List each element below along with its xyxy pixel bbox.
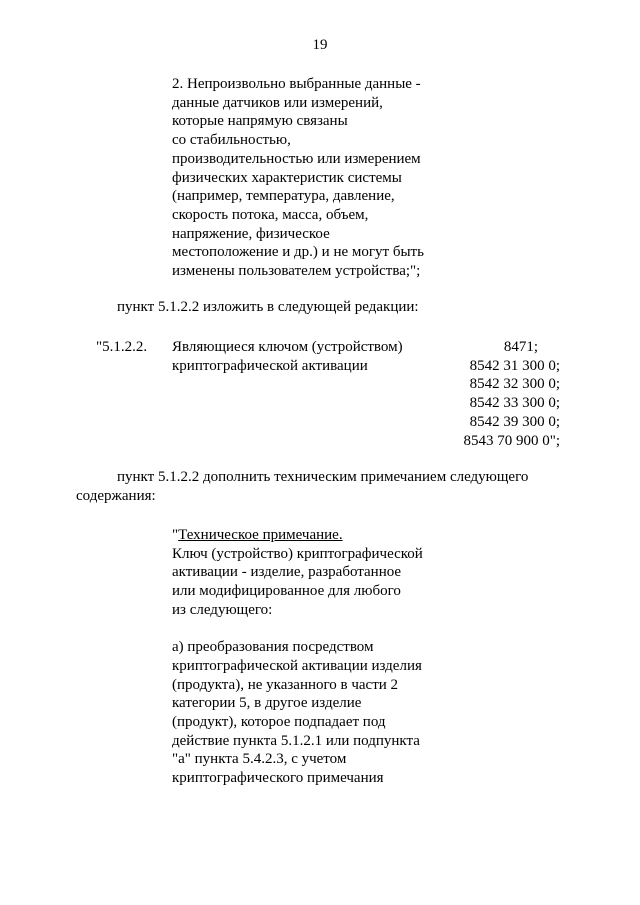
definition-line: физических характеристик системы [172,169,402,186]
instruction-line: пункт 5.1.2.2 дополнить техническим примечанием следующего [117,469,529,485]
definition-line: которые напрямую связаны [172,113,348,130]
definition-line: напряжение, физическое [172,225,330,242]
code-line: 8542 39 300 0; [469,413,560,430]
instruction-paragraph: пункт 5.1.2.2 изложить в следующей редакции: [117,299,419,315]
note-intro-line: или модифицированное для любого [172,583,401,600]
note-item-a-line: (продукта), не указанного в части 2 [172,676,399,693]
definition-line: со стабильностью, [172,132,291,149]
note-item-a-line: действие пункта 5.1.2.1 или подпункта [172,732,420,749]
code-line: 8543 70 900 0"; [463,432,560,449]
instruction-line: содержания: [76,487,156,504]
definition-line: местоположение и др.) и не могут быть [172,244,424,261]
definition-paragraph [172,75,424,281]
note-open-quote: " [172,527,179,543]
entry-description-line: Являющиеся ключом (устройством) [172,339,403,355]
page-number: 19 [312,37,328,53]
note-item-a-line: криптографического примечания [172,770,384,787]
note-heading: Техническое примечание. [178,527,343,543]
note-intro-line: из следующего: [172,601,273,618]
note-intro-line: активации - изделие, разработанное [172,564,402,581]
code-line: 8542 31 300 0; [469,357,560,374]
definition-line: 2. Непроизвольно выбранные данные - [172,76,421,92]
note-intro-line: Ключ (устройство) криптографической [172,545,423,562]
definition-line: производительностью или измерением [172,150,421,167]
entry-codes [440,338,560,450]
note-item-a-line: (продукт), которое подпадает под [172,714,386,731]
definition-line: скорость потока, масса, объем, [172,206,369,223]
definition-line: данные датчиков или измерений, [172,94,383,111]
blank-line [172,620,423,639]
note-item-a-line: а) преобразования посредством [172,639,374,656]
definition-line: (например, температура, давление, [172,188,395,205]
note-heading-line [172,526,423,545]
code-line: 8542 33 300 0; [469,395,560,412]
technical-note [172,526,423,788]
note-item-a-line: категории 5, в другое изделие [172,695,362,712]
note-item-a-line: "а" пункта 5.4.2.3, с учетом [172,751,347,768]
entry-description-line: криптографической активации [172,357,368,374]
code-line: 8542 32 300 0; [469,376,560,393]
code-line: 8471; [503,339,538,355]
entry-description [172,338,403,375]
instruction-paragraph-2 [76,468,528,505]
entry-number: "5.1.2.2. [96,339,148,355]
note-item-a-line: криптографической активации изделия [172,657,422,674]
definition-line: изменены пользователем устройства;"; [172,263,421,280]
